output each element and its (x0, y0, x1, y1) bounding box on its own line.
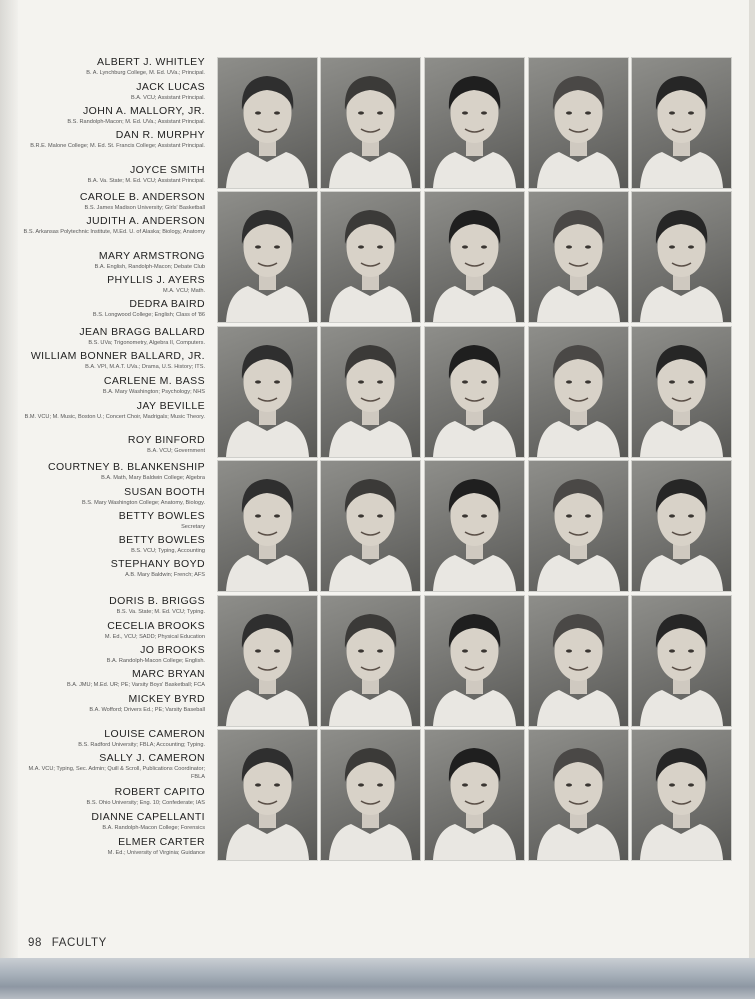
faculty-name: DEDRA BAIRD (129, 298, 205, 310)
faculty-portrait (218, 192, 317, 322)
page-footer (28, 937, 113, 949)
faculty-details: B.S. Ohio University; Eng. 10; Confederate; IAS (86, 800, 205, 806)
faculty-portrait (321, 596, 420, 726)
faculty-details: A.B. Mary Baldwin; French; AFS (125, 572, 205, 578)
faculty-portrait (425, 192, 524, 322)
faculty-details: B.S. Randolph-Macon; M. Ed. UVa.; Assistant Principal. (67, 119, 205, 125)
faculty-portrait (425, 730, 524, 860)
faculty-details: B.A. VPI, M.A.T. UVa.; Drama, U.S. History; ITS. (85, 364, 205, 370)
faculty-details: B.R.E. Malone College; M. Ed. St. Francis College; Assistant Principal. (30, 143, 205, 149)
faculty-details: B. A. Lynchburg College, M. Ed. UVa.; Principal. (86, 70, 205, 76)
faculty-name: SUSAN BOOTH (124, 486, 205, 498)
faculty-name: JACK LUCAS (136, 81, 205, 93)
faculty-name: CECELIA BROOKS (107, 620, 205, 632)
faculty-name: DORIS B. BRIGGS (109, 595, 205, 607)
faculty-portrait (529, 58, 628, 188)
faculty-portrait (218, 461, 317, 591)
faculty-details: B.A. Randolph-Macon College; Forensics (102, 825, 205, 831)
faculty-details: M.A. VCU; Typing, Sec. Admin; Quill & Scroll, Publications Coordinator; FBLA (28, 766, 205, 780)
faculty-details: B.A. Va. State; M. Ed. VCU; Assistant Principal. (87, 178, 205, 184)
faculty-name: JEAN BRAGG BALLARD (79, 326, 205, 338)
faculty-name: DAN R. MURPHY (115, 129, 205, 141)
faculty-portrait (321, 730, 420, 860)
faculty-portrait (529, 461, 628, 591)
faculty-name: CARLENE M. BASS (103, 375, 205, 387)
faculty-portrait (425, 327, 524, 457)
faculty-portrait (529, 730, 628, 860)
faculty-name: JOYCE SMITH (130, 164, 205, 176)
faculty-portrait (632, 461, 731, 591)
faculty-details: B.A. Mary Washington; Psychology; NHS (102, 389, 205, 395)
faculty-details: B.A. VCU; Assistant Principal. (131, 95, 205, 101)
faculty-portrait (425, 596, 524, 726)
faculty-name: JAY BEVILLE (136, 400, 205, 412)
faculty-name: COURTNEY B. BLANKENSHIP (47, 461, 205, 473)
faculty-name: SALLY J. CAMERON (99, 752, 205, 764)
faculty-name: DIANNE CAPELLANTI (91, 811, 205, 823)
faculty-name: CAROLE B. ANDERSON (79, 191, 205, 203)
faculty-details: B.A. Math, Mary Baldwin College; Algebra (101, 475, 205, 481)
faculty-name: JOHN A. MALLORY, JR. (83, 105, 205, 117)
faculty-name: BETTY BOWLES (118, 510, 205, 522)
faculty-portrait (529, 192, 628, 322)
faculty-name: BETTY BOWLES (118, 534, 205, 546)
faculty-details: B.S. UVa; Trigonometry, Algebra II, Computers. (88, 340, 205, 346)
page-number: 98 (28, 937, 42, 949)
faculty-details: B.S. Radford University; FBLA; Accounting; Typing. (78, 742, 205, 748)
faculty-name: STEPHANY BOYD (110, 558, 205, 570)
decorative-water-strip (0, 958, 755, 999)
faculty-portrait (632, 327, 731, 457)
faculty-details: B.A. VCU; Government (147, 448, 205, 454)
faculty-name: ALBERT J. WHITLEY (97, 56, 205, 68)
faculty-name: MARY ARMSTRONG (98, 250, 205, 262)
faculty-portrait (632, 192, 731, 322)
faculty-portrait (425, 58, 524, 188)
faculty-portrait (218, 327, 317, 457)
faculty-name: LOUISE CAMERON (104, 728, 205, 740)
faculty-details: B.S. Mary Washington College; Anatomy, Biology. (81, 500, 205, 506)
faculty-details: M. Ed., VCU; SADD; Physical Education (104, 634, 205, 640)
faculty-details: B.A. Randolph-Macon College; English. (106, 658, 205, 664)
faculty-portrait (321, 192, 420, 322)
faculty-name: ROY BINFORD (127, 434, 205, 446)
faculty-details: Secretary (181, 524, 205, 530)
faculty-details: B.S. Va. State; M. Ed. VCU; Typing. (116, 609, 205, 615)
faculty-details: B.S. VCU; Typing, Accounting (131, 548, 205, 554)
faculty-details: B.S. James Madison University; Girls' Basketball (84, 205, 205, 211)
faculty-details: B.M. VCU; M. Music, Boston U.; Concert Choir, Madrigals; Music Theory. (24, 414, 205, 420)
faculty-portrait (425, 461, 524, 591)
faculty-details: B.A. JMU; M.Ed. UR; PE; Varsity Boys' Basketball; FCA (66, 682, 205, 688)
faculty-name: JUDITH A. ANDERSON (86, 215, 205, 227)
faculty-portrait (218, 730, 317, 860)
faculty-name: ELMER CARTER (118, 836, 205, 848)
faculty-details: M. Ed.; University of Virginia; Guidance (107, 850, 205, 856)
faculty-portrait (632, 58, 731, 188)
faculty-portrait (529, 596, 628, 726)
faculty-details: B.A. Wofford; Drivers Ed.; PE; Varsity Baseball (89, 707, 205, 713)
faculty-name: JO BROOKS (140, 644, 205, 656)
faculty-details: B.S. Arkansas Polytechnic Institute, M.Ed. U. of Alaska; Biology, Anatomy (23, 229, 205, 235)
faculty-portrait (632, 596, 731, 726)
faculty-portrait (218, 596, 317, 726)
faculty-details: B.A. English, Randolph-Macon; Debate Club (94, 264, 205, 270)
faculty-details: M.A. VCU; Math. (163, 288, 205, 294)
faculty-portrait (632, 730, 731, 860)
faculty-name: PHYLLIS J. AYERS (107, 274, 205, 286)
faculty-portrait (218, 58, 317, 188)
faculty-name: WILLIAM BONNER BALLARD, JR. (30, 350, 205, 362)
faculty-portrait (529, 327, 628, 457)
faculty-portrait (321, 58, 420, 188)
section-title: FACULTY (51, 937, 107, 949)
faculty-name: MARC BRYAN (131, 668, 205, 680)
faculty-name: MICKEY BYRD (128, 693, 205, 705)
faculty-portrait (321, 461, 420, 591)
faculty-portrait (321, 327, 420, 457)
faculty-details: B.S. Longwood College; English; Class of '86 (92, 312, 205, 318)
faculty-name: ROBERT CAPITO (114, 786, 205, 798)
